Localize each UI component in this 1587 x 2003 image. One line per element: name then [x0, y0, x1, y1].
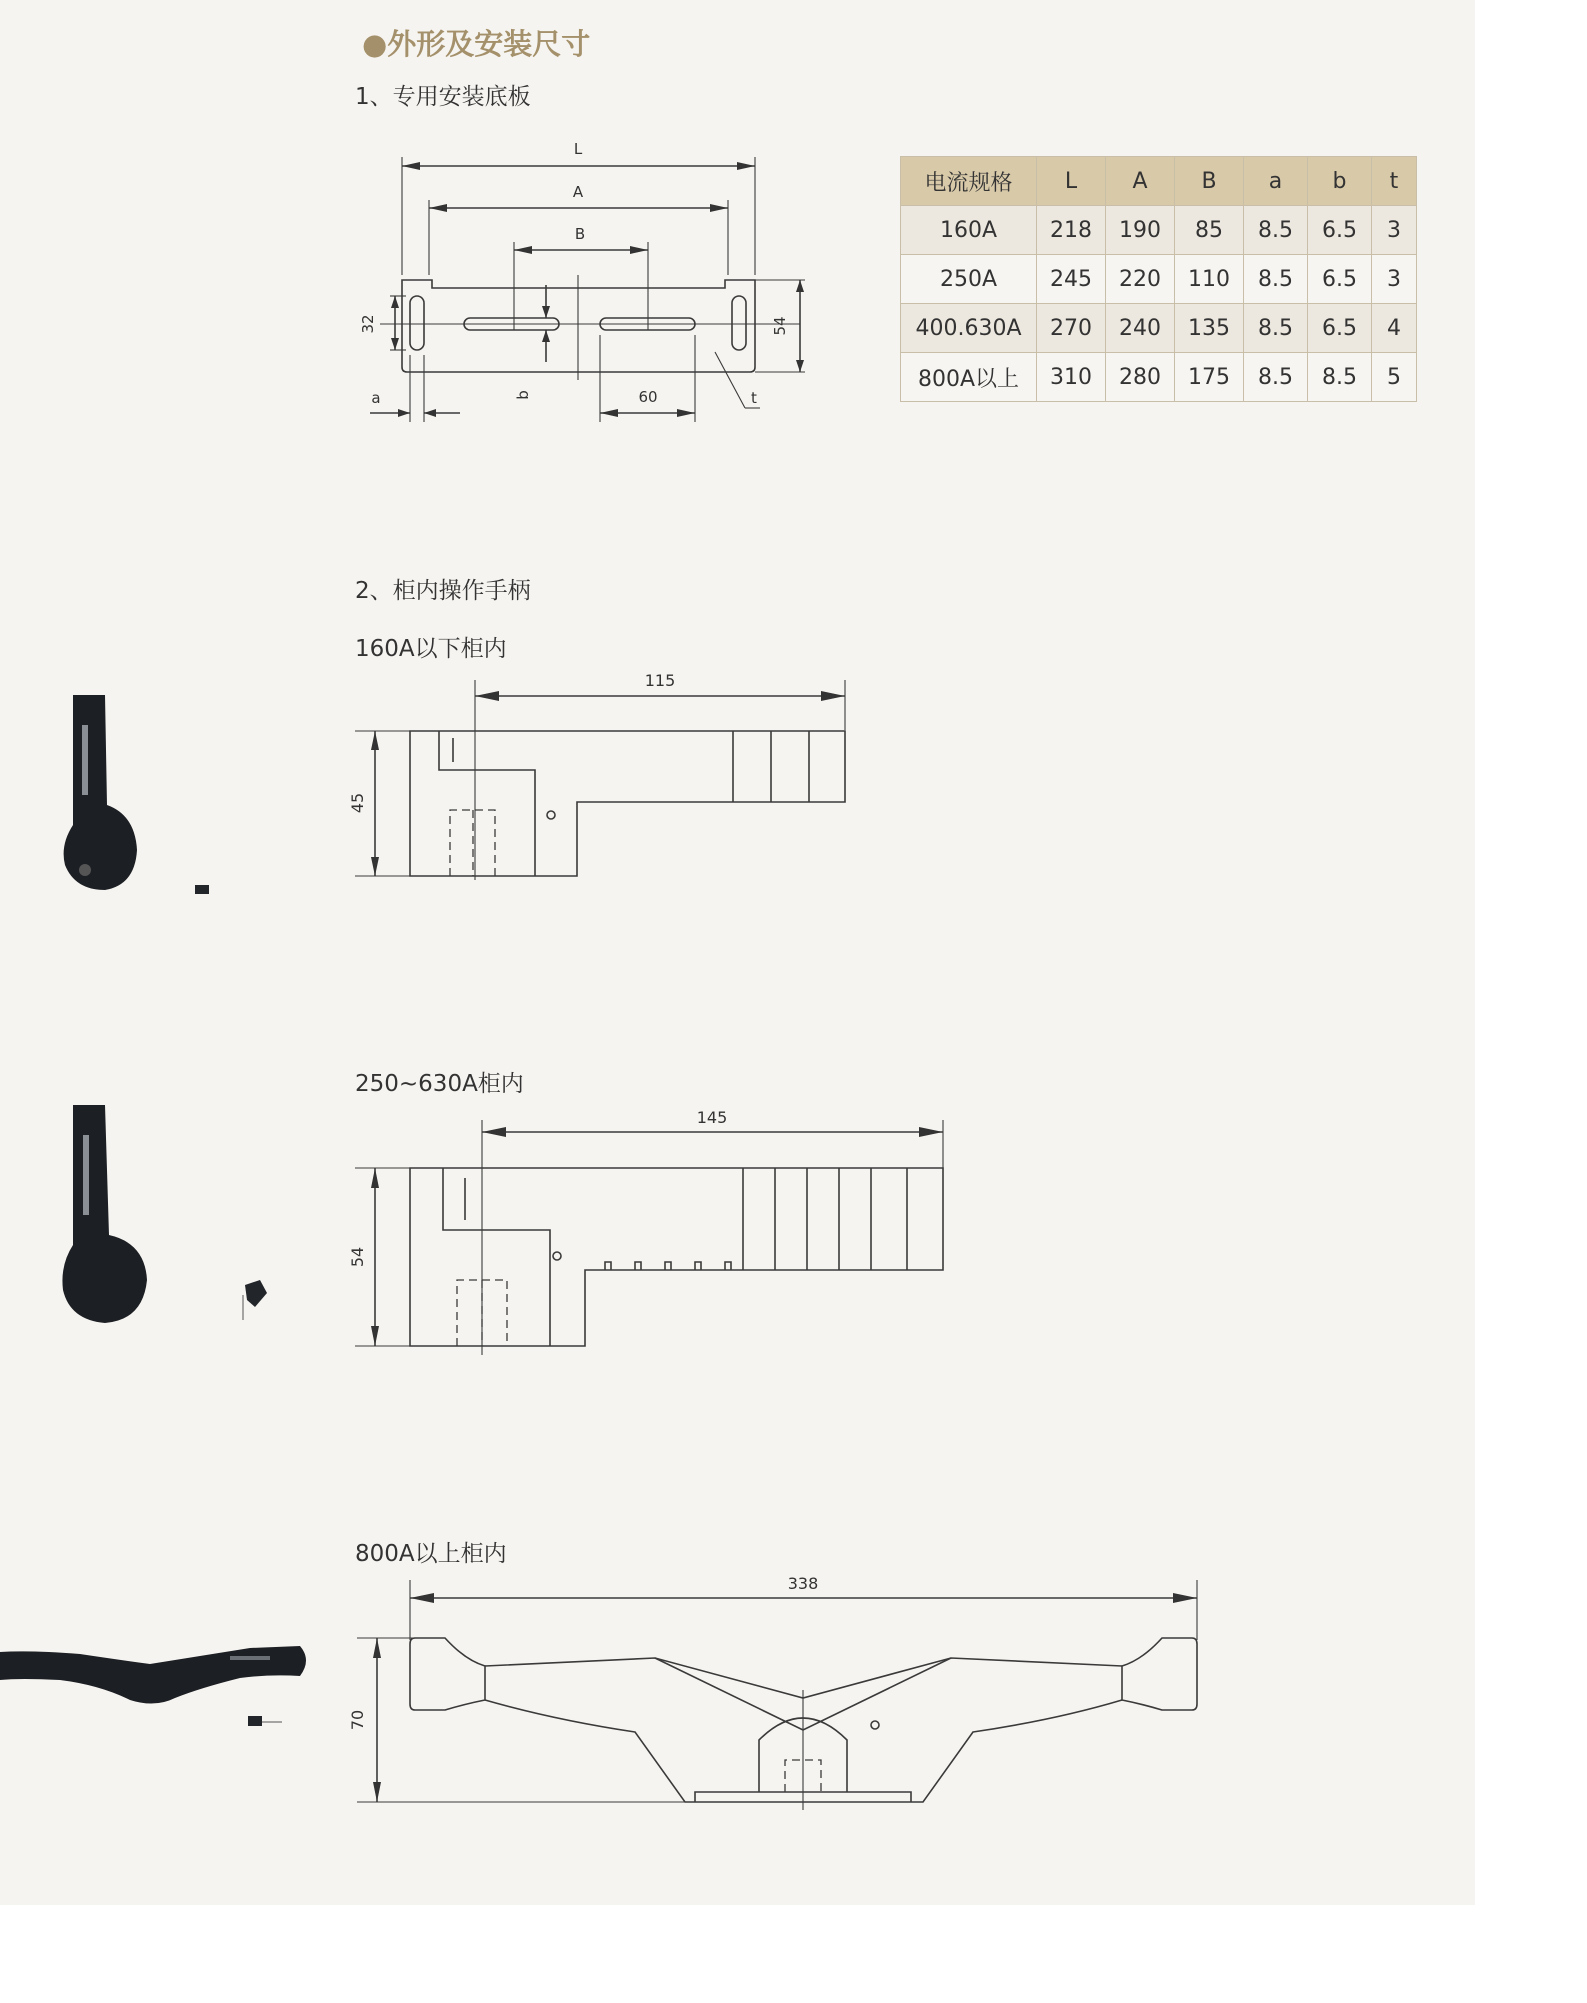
dim-A: A [572, 183, 584, 201]
table-row [901, 206, 1417, 255]
dim-L: L [573, 140, 583, 158]
dim-32: 32 [359, 314, 377, 334]
cell: 135 [1175, 304, 1244, 353]
mounting-plate-heading: 1、专用安装底板 [355, 84, 531, 110]
handle-250-drawing [348, 1108, 955, 1360]
cell: 8.5 [1244, 353, 1308, 402]
dim-115: 115 [644, 671, 676, 690]
th-t: t [1372, 157, 1417, 206]
th-B: B [1175, 157, 1244, 206]
cell: 8.5 [1244, 206, 1308, 255]
handle-800-drawing [348, 1570, 1215, 1810]
dim-54-handle: 54 [348, 1246, 367, 1268]
cell: 400.630A [901, 304, 1037, 353]
th-b: b [1308, 157, 1372, 206]
table-row [901, 353, 1417, 402]
dim-B: B [574, 225, 586, 243]
table-row [901, 255, 1417, 304]
cell: 190 [1106, 206, 1175, 255]
cell: 6.5 [1308, 206, 1372, 255]
cell: 8.5 [1308, 353, 1372, 402]
cell: 280 [1106, 353, 1175, 402]
cell: 800A以上 [901, 353, 1037, 402]
cell: 310 [1037, 353, 1106, 402]
section-title: ●外形及安装尺寸 [362, 27, 591, 61]
dim-145: 145 [696, 1108, 728, 1127]
th-A: A [1106, 157, 1175, 206]
dim-a: a [371, 389, 381, 407]
handle-heading: 2、柜内操作手柄 [355, 578, 531, 604]
handle-250-photo [55, 1095, 285, 1345]
cell: 220 [1106, 255, 1175, 304]
th-a: a [1244, 157, 1308, 206]
cell: 270 [1037, 304, 1106, 353]
dim-54: 54 [771, 316, 789, 336]
table-header-row [901, 157, 1417, 206]
cell: 110 [1175, 255, 1244, 304]
spec-table [900, 156, 1417, 402]
cell: 5 [1372, 353, 1417, 402]
th-current: 电流规格 [901, 157, 1037, 206]
dim-b: b [514, 390, 532, 400]
dim-45: 45 [348, 792, 367, 814]
dim-338: 338 [787, 1574, 819, 1593]
handle-160-label: 160A以下柜内 [355, 636, 507, 662]
cell: 240 [1106, 304, 1175, 353]
cell: 3 [1372, 206, 1417, 255]
mounting-plate-drawing [340, 130, 820, 430]
cell: 6.5 [1308, 255, 1372, 304]
cell: 6.5 [1308, 304, 1372, 353]
cell: 250A [901, 255, 1037, 304]
handle-800-label: 800A以上柜内 [355, 1541, 507, 1567]
handle-160-drawing [348, 670, 875, 890]
cell: 175 [1175, 353, 1244, 402]
dim-70: 70 [348, 1709, 367, 1731]
dim-t: t [751, 389, 757, 407]
table-row [901, 304, 1417, 353]
cell: 4 [1372, 304, 1417, 353]
cell: 8.5 [1244, 255, 1308, 304]
handle-250-label: 250~630A柜内 [355, 1071, 524, 1097]
cell: 3 [1372, 255, 1417, 304]
cell: 245 [1037, 255, 1106, 304]
cell: 218 [1037, 206, 1106, 255]
dim-60: 60 [638, 388, 658, 406]
cell: 160A [901, 206, 1037, 255]
cell: 85 [1175, 206, 1244, 255]
handle-160-photo [55, 685, 235, 915]
th-L: L [1037, 157, 1106, 206]
handle-800-photo [0, 1630, 320, 1740]
cell: 8.5 [1244, 304, 1308, 353]
